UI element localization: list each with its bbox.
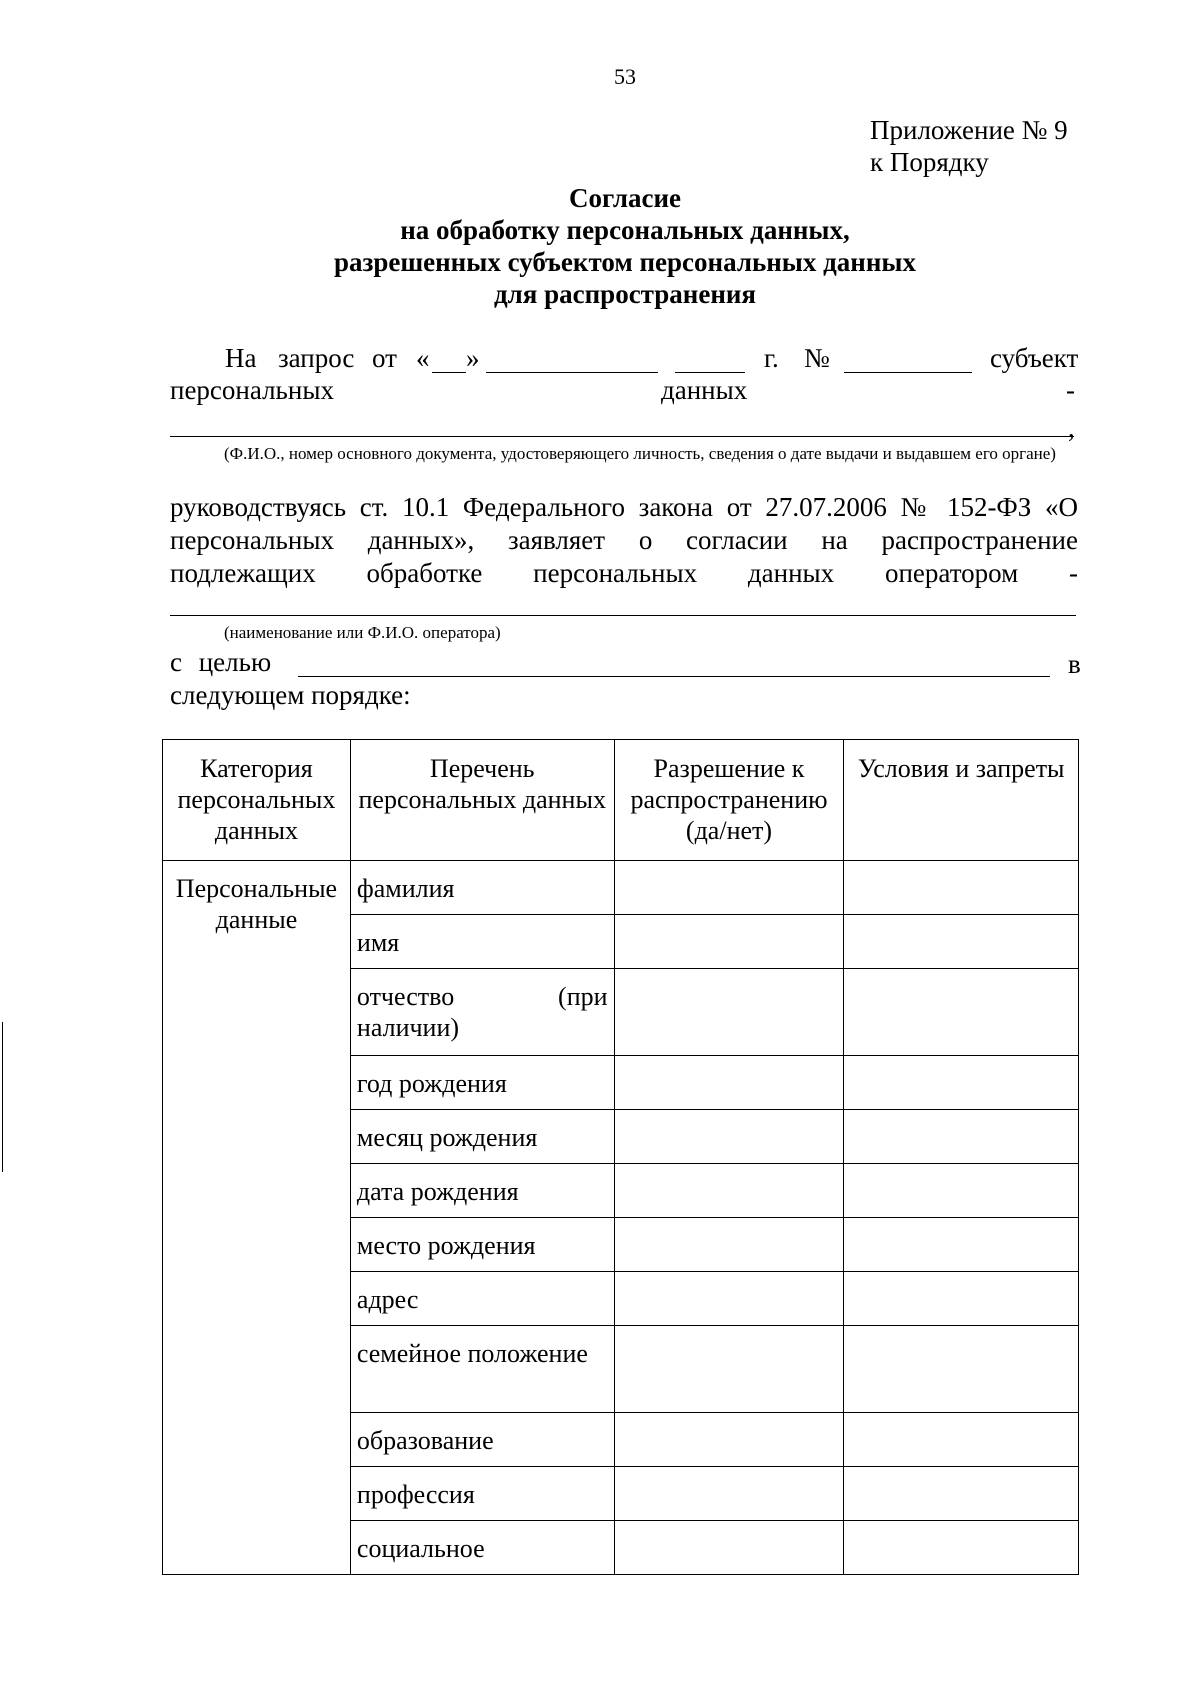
body-line-2: персональных данных», заявляет о согласии на распространение: [170, 525, 1078, 555]
item-cell: фамилия: [350, 861, 614, 915]
permission-cell[interactable]: [614, 1326, 844, 1413]
request-line2-b: данных: [661, 375, 748, 405]
year-field[interactable]: [675, 372, 745, 373]
request-word-ot: от: [372, 343, 397, 373]
header-list: Перечень персональных данных: [350, 740, 614, 861]
title-line-4: для распространения: [493, 279, 757, 309]
item-cell: семейное положение: [350, 1326, 614, 1413]
permission-cell[interactable]: [614, 1110, 844, 1164]
item-cell: адрес: [350, 1272, 614, 1326]
header-category: Категория персональных данных: [163, 740, 351, 861]
permission-cell[interactable]: [614, 1413, 844, 1467]
conditions-cell[interactable]: [844, 1056, 1079, 1110]
conditions-cell[interactable]: [844, 861, 1079, 915]
body-line-3: подлежащих обработке персональных данных оператором -: [170, 558, 1078, 588]
permission-cell[interactable]: [614, 915, 844, 969]
quote-close: »: [466, 343, 480, 373]
item-cell: месяц рождения: [350, 1110, 614, 1164]
day-field[interactable]: [432, 372, 466, 373]
number-mark: №: [804, 343, 830, 373]
request-word-subject: субъект: [990, 343, 1079, 373]
conditions-cell[interactable]: [844, 969, 1079, 1056]
header-permission: Разрешение к распространению (да/нет): [614, 740, 844, 861]
request-word-zapros: запрос: [278, 343, 355, 373]
conditions-cell[interactable]: [844, 1326, 1079, 1413]
conditions-cell[interactable]: [844, 1467, 1079, 1521]
item-cell: год рождения: [350, 1056, 614, 1110]
request-word-na: На: [225, 343, 257, 373]
document-title: [0, 182, 1200, 310]
request-line2-dash: -: [1066, 375, 1075, 405]
purpose-field[interactable]: [298, 676, 1050, 677]
scan-edge-mark: [2, 1022, 3, 1172]
conditions-cell[interactable]: [844, 915, 1079, 969]
conditions-cell[interactable]: [844, 1413, 1079, 1467]
fio-comma: ,: [1068, 413, 1075, 443]
request-number-field[interactable]: [844, 372, 972, 373]
body-line-1: руководствуясь ст. 10.1 Федерального закона от 27.07.2006 № 152-ФЗ «О: [170, 492, 1078, 522]
quote-open: «: [416, 343, 430, 373]
table-row: [163, 861, 1079, 915]
request-line2-a: персональных: [170, 375, 334, 405]
annex-line-2: к Порядку: [870, 147, 989, 177]
item-cell: образование: [350, 1413, 614, 1467]
conditions-cell[interactable]: [844, 1218, 1079, 1272]
item-cell: социальное: [350, 1521, 614, 1575]
title-line-3: разрешенных субъектом персональных данных: [333, 247, 916, 277]
item-cell: имя: [350, 915, 614, 969]
item-cell: место рождения: [350, 1218, 614, 1272]
fio-hint: (Ф.И.О., номер основного документа, удостоверяющего личность, сведения о дате выдачи и выдавшем его органе): [224, 444, 1056, 463]
permission-cell[interactable]: [614, 861, 844, 915]
conditions-cell[interactable]: [844, 1164, 1079, 1218]
item-cell: дата рождения: [350, 1164, 614, 1218]
permission-cell[interactable]: [614, 1056, 844, 1110]
consent-table: [162, 739, 1079, 1575]
annex-label: [870, 114, 1068, 178]
conditions-cell[interactable]: [844, 1110, 1079, 1164]
annex-line-1: Приложение № 9: [870, 115, 1068, 145]
permission-cell[interactable]: [614, 969, 844, 1056]
year-mark: г.: [764, 343, 779, 373]
title-line-1: Согласие: [568, 183, 682, 213]
category-cell: Персональные данные: [163, 861, 351, 1575]
purpose-suffix: в: [1068, 649, 1081, 679]
conditions-cell[interactable]: [844, 1272, 1079, 1326]
permission-cell[interactable]: [614, 1218, 844, 1272]
item-cell: отчество (при наличии): [350, 969, 614, 1056]
permission-cell[interactable]: [614, 1164, 844, 1218]
permission-cell[interactable]: [614, 1521, 844, 1575]
purpose-prefix: с целью: [170, 647, 272, 677]
conditions-cell[interactable]: [844, 1521, 1079, 1575]
month-field[interactable]: [486, 372, 658, 373]
page-number: 53: [614, 64, 636, 89]
header-conditions: Условия и запреты: [844, 740, 1079, 861]
title-line-2: на обработку персональных данных,: [400, 215, 850, 245]
operator-field[interactable]: [170, 615, 1076, 616]
purpose-line-2: следующем порядке:: [170, 680, 411, 710]
permission-cell[interactable]: [614, 1467, 844, 1521]
permission-cell[interactable]: [614, 1272, 844, 1326]
item-cell: профессия: [350, 1467, 614, 1521]
subject-fio-field[interactable]: [170, 436, 1074, 437]
operator-hint: (наименование или Ф.И.О. оператора): [224, 623, 501, 642]
table-header-row: [163, 740, 1079, 861]
